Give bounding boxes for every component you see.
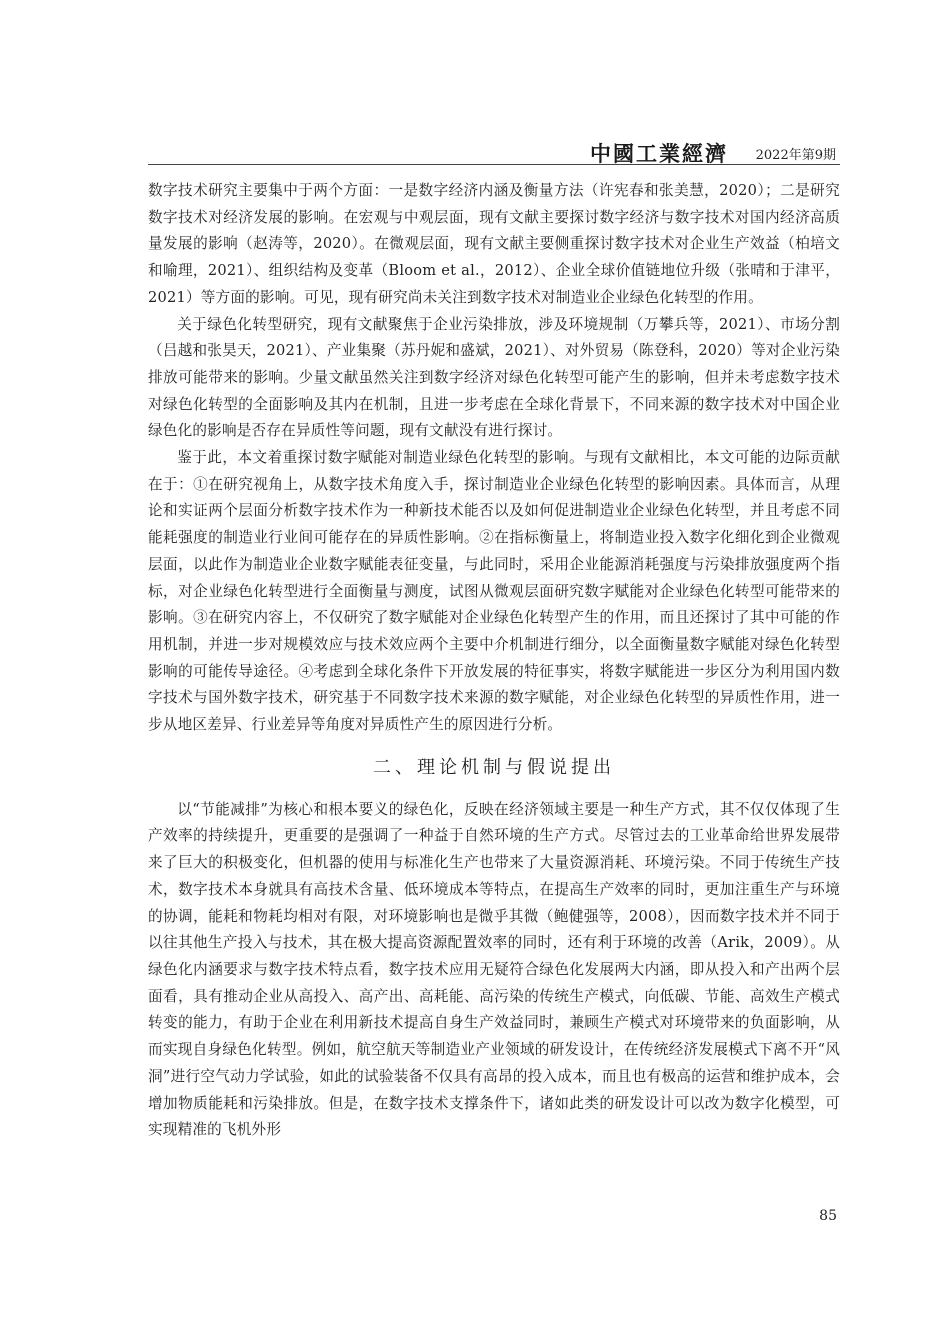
issue-label: 2022年第9期 — [755, 148, 836, 163]
paragraph-continued: 数字技术研究主要集中于两个方面：一是数字经济内涵及衡量方法（许宪春和张美慧，2020）；二是研究数字技术对经济发展的影响。在宏观与中观层面，现有文献主要探讨数字经济与数字技术对国内经济高质量发展的影响（赵涛等，2020）。在微观层面，现有文献主要侧重探讨数字技术对企业生产效益（柏培文和喻理，2021）、组织结构及变革（Bloom et al.，2012）、企业全球价值链地位升级（张晴和于津平，2021）等方面的影响。可见，现有研究尚未关注到数字技术对制造业企业绿色化转型的作用。 — [148, 182, 840, 306]
running-header — [148, 132, 840, 165]
article-body — [148, 178, 840, 1144]
page-number: 85 — [819, 1208, 837, 1224]
paragraph: 以“节能减排”为核心和根本要义的绿色化，反映在经济领域主要是一种生产方式，其不仅仅体现了生产效率的持续提升，更重要的是强调了一种益于自然环境的生产方式。尽管过去的工业革命给世界发展带来了巨大的积极变化，但机器的使用与标准化生产也带来了大量资源消耗、环境污染。不同于传统生产技术，数字技术本身就具有高技术含量、低环境成本等特点，在提高生产效率的同时，更加注重生产与环境的协调，能耗和物耗均相对有限，对环境影响也是微乎其微（鲍健强等，2008），因而数字技术并不同于以往其他生产投入与技术，其在极大提高资源配置效率的同时，还有利于环境的改善（Arik，2009）。从绿色化内涵要求与数字技术特点看，数字技术应用无疑符合绿色化发展两大内涵，即从投入和产出两个层面看，具有推动企业从高投入、高产出、高耗能、高污染的传统生产模式，向低碳、节能、高效生产模式转变的能力，有助于企业在利用新技术提高自身生产效益同时，兼顾生产模式对环境带来的负面影响，从而实现自身绿色化转型。例如，航空航天等制造业产业领域的研发设计，在传统经济发展模式下离不开“风洞”进行空气动力学试验，如此的试验装备不仅具有高昂的投入成本，而且也有极高的运营和维护成本，会增加物质能耗和污染排放。但是，在数字技术支撑条件下，诸如此类的研发设计可以改为数字化模型，可实现精准的飞机外形 — [148, 800, 840, 1139]
journal-title: 中國工業經濟 — [590, 142, 728, 166]
paragraph: 鉴于此，本文着重探讨数字赋能对制造业绿色化转型的影响。与现有文献相比，本文可能的边际贡献在于：①在研究视角上，从数字技术角度入手，探讨制造业企业绿色化转型的影响因素。具体而言，从理论和实证两个层面分析数字技术作为一种新技术能否以及如何促进制造业企业绿色化转型，并且考虑不同能耗强度的制造业行业间可能存在的异质性影响。②在指标衡量上，将制造业投入数字化细化到企业微观层面，以此作为制造业企业数字赋能表征变量，与此同时，采用企业能源消耗强度与污染排放强度两个指标，对企业绿色化转型进行全面衡量与测度，试图从微观层面研究数字赋能对企业绿色化转型可能带来的影响。③在研究内容上，不仅研究了数字赋能对企业绿色化转型产生的作用，而且还探讨了其中可能的作用机制，并进一步对规模效应与技术效应两个主要中介机制进行细分，以全面衡量数字赋能对绿色化转型影响的可能传导途径。④考虑到全球化条件下开放发展的特征事实，将数字赋能进一步区分为利用国内数字技术与国外数字技术，研究基于不同数字技术来源的数字赋能，对企业绿色化转型的异质性作用，进一步从地区差异、行业差异等角度对异质性产生的原因进行分析。 — [148, 449, 840, 734]
section-heading: 二、理论机制与假说提出 — [373, 756, 615, 778]
paragraph: 关于绿色化转型研究，现有文献聚焦于企业污染排放，涉及环境规制（万攀兵等，2021）、市场分割（吕越和张昊天，2021）、产业集聚（苏丹妮和盛斌，2021）、对外贸易（陈登科，2020）等对企业污染排放可能带来的影响。少量文献虽然关注到数字经济对绿色化转型可能产生的影响，但并未考虑数字技术对绿色化转型的全面影响及其内在机制，且进一步考虑在全球化背景下，不同来源的数字技术对中国企业绿色化的影响是否存在异质性等问题，现有文献没有进行探讨。 — [148, 315, 840, 440]
